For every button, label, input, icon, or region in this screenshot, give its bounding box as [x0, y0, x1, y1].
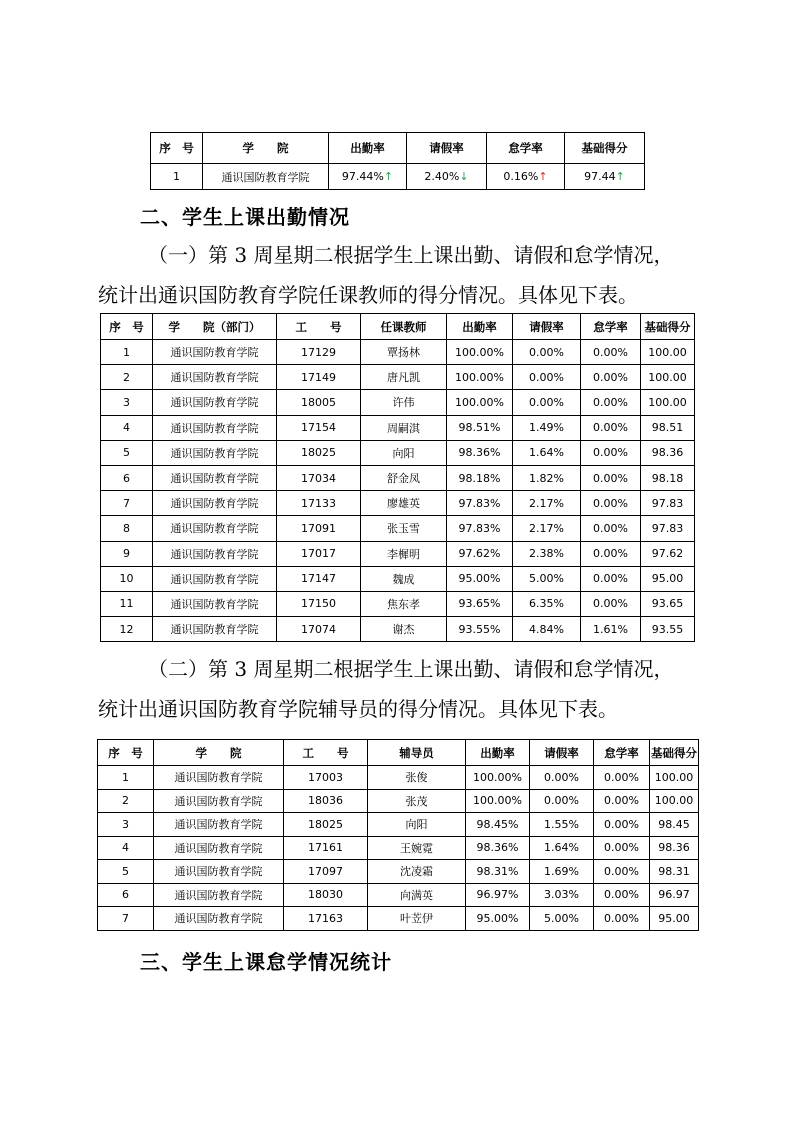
cell-attendance: 95.00% — [447, 566, 513, 591]
cell-attendance: 95.00% — [466, 907, 530, 931]
table-row — [101, 465, 695, 490]
cell-attendance: 100.00% — [466, 789, 530, 813]
table-row — [101, 340, 695, 365]
cell-leave: 5.00% — [513, 566, 581, 591]
header-college: 学 院 — [154, 740, 284, 766]
cell-score: 96.97 — [650, 883, 699, 907]
cell-person: 沈凌霜 — [368, 860, 466, 884]
cell-score: 97.83 — [641, 516, 695, 541]
cell-leave: 3.03% — [530, 883, 594, 907]
cell-staff-id: 17129 — [277, 340, 361, 365]
cell-person: 周嗣淇 — [361, 415, 447, 440]
cell-staff-id: 17149 — [277, 365, 361, 390]
header-staff-id: 工 号 — [277, 314, 361, 340]
cell-person: 张茂 — [368, 789, 466, 813]
cell-truancy: 0.00% — [581, 415, 641, 440]
cell-staff-id: 17154 — [277, 415, 361, 440]
cell-college: 通识国防教育学院 — [153, 465, 277, 490]
table-row — [98, 789, 699, 813]
cell-leave: 0.00% — [530, 789, 594, 813]
paragraph-1-line-1: （一）第 3 周星期二根据学生上课出勤、请假和怠学情况， — [148, 243, 674, 267]
cell-attendance: 98.51% — [447, 415, 513, 440]
cell-score: 100.00 — [641, 365, 695, 390]
cell-score: 100.00 — [641, 390, 695, 415]
cell-attendance: 98.18% — [447, 465, 513, 490]
header-no: 序 号 — [151, 133, 203, 164]
cell-leave: 6.35% — [513, 591, 581, 616]
cell-leave: 2.38% — [513, 541, 581, 566]
table-row — [101, 440, 695, 465]
cell-leave: 0.00% — [530, 766, 594, 790]
cell-truancy: 0.00% — [594, 766, 650, 790]
cell-college: 通识国防教育学院 — [153, 365, 277, 390]
table-row — [101, 516, 695, 541]
cell-truancy: 0.00% — [581, 465, 641, 490]
summary-score — [565, 164, 645, 190]
summary-header-row — [151, 133, 645, 164]
cell-no: 11 — [101, 591, 153, 616]
header-attendance: 出勤率 — [466, 740, 530, 766]
cell-truancy: 0.00% — [594, 883, 650, 907]
arrow-up-icon: ↑ — [538, 170, 548, 183]
cell-no: 6 — [98, 883, 154, 907]
cell-truancy: 0.00% — [581, 390, 641, 415]
cell-staff-id: 17150 — [277, 591, 361, 616]
header-truancy: 怠学率 — [487, 133, 565, 164]
cell-staff-id: 17161 — [284, 836, 368, 860]
cell-attendance: 98.36% — [447, 440, 513, 465]
arrow-up-icon: ↑ — [383, 170, 394, 183]
arrow-up-icon: ↑ — [615, 170, 625, 183]
cell-person: 舒金凤 — [361, 465, 447, 490]
teacher-table-body — [101, 314, 695, 642]
cell-person: 李樨明 — [361, 541, 447, 566]
cell-score: 98.18 — [641, 465, 695, 490]
cell-score: 93.65 — [641, 591, 695, 616]
cell-college: 通识国防教育学院 — [154, 907, 284, 931]
table-row — [101, 390, 695, 415]
table-row — [101, 566, 695, 591]
cell-no: 4 — [101, 415, 153, 440]
cell-staff-id: 18005 — [277, 390, 361, 415]
cell-college: 通识国防教育学院 — [153, 591, 277, 616]
cell-truancy: 0.00% — [581, 440, 641, 465]
cell-attendance: 93.65% — [447, 591, 513, 616]
section-3-title: 三、学生上课怠学情况统计 — [140, 950, 392, 974]
cell-truancy: 0.00% — [581, 365, 641, 390]
header-staff-id: 工 号 — [284, 740, 368, 766]
cell-attendance: 98.45% — [466, 813, 530, 837]
cell-person: 廖雄英 — [361, 491, 447, 516]
cell-college: 通识国防教育学院 — [154, 883, 284, 907]
cell-truancy: 0.00% — [594, 860, 650, 884]
cell-college: 通识国防教育学院 — [154, 789, 284, 813]
cell-attendance: 97.83% — [447, 516, 513, 541]
counselor-header-row — [98, 740, 699, 766]
cell-no: 2 — [98, 789, 154, 813]
cell-no: 3 — [101, 390, 153, 415]
teacher-table — [100, 313, 695, 642]
table-row — [98, 907, 699, 931]
summary-table — [150, 132, 645, 190]
cell-truancy: 1.61% — [581, 617, 641, 642]
cell-no: 8 — [101, 516, 153, 541]
cell-college: 通识国防教育学院 — [153, 617, 277, 642]
cell-college: 通识国防教育学院 — [153, 390, 277, 415]
leave-value: 2.40% — [424, 170, 460, 183]
cell-staff-id: 17074 — [277, 617, 361, 642]
truancy-value: 0.16% — [503, 170, 539, 183]
table-row — [101, 365, 695, 390]
cell-staff-id: 18025 — [284, 813, 368, 837]
table-row — [98, 813, 699, 837]
cell-college: 通识国防教育学院 — [153, 440, 277, 465]
cell-attendance: 100.00% — [447, 340, 513, 365]
cell-attendance: 100.00% — [447, 365, 513, 390]
cell-truancy: 0.00% — [594, 907, 650, 931]
header-truancy: 怠学率 — [581, 314, 641, 340]
header-score: 基础得分 — [565, 133, 645, 164]
cell-leave: 0.00% — [513, 365, 581, 390]
cell-no: 6 — [101, 465, 153, 490]
cell-score: 98.36 — [641, 440, 695, 465]
cell-attendance: 93.55% — [447, 617, 513, 642]
cell-person: 谢杰 — [361, 617, 447, 642]
cell-score: 95.00 — [641, 566, 695, 591]
cell-staff-id: 17097 — [284, 860, 368, 884]
cell-leave: 1.64% — [513, 440, 581, 465]
cell-college: 通识国防教育学院 — [153, 340, 277, 365]
cell-staff-id: 17133 — [277, 491, 361, 516]
cell-leave: 4.84% — [513, 617, 581, 642]
cell-college: 通识国防教育学院 — [154, 860, 284, 884]
cell-truancy: 0.00% — [581, 491, 641, 516]
attendance-value: 97.44% — [341, 170, 384, 183]
cell-attendance: 97.83% — [447, 491, 513, 516]
cell-college: 通识国防教育学院 — [153, 541, 277, 566]
counselor-table — [97, 739, 699, 931]
cell-college: 通识国防教育学院 — [154, 836, 284, 860]
cell-truancy: 0.00% — [581, 516, 641, 541]
cell-no: 1 — [101, 340, 153, 365]
cell-person: 唐凡凯 — [361, 365, 447, 390]
cell-truancy: 0.00% — [594, 836, 650, 860]
counselor-table-body — [98, 740, 699, 931]
cell-person: 叶苙伊 — [368, 907, 466, 931]
cell-leave: 0.00% — [513, 390, 581, 415]
cell-college: 通识国防教育学院 — [154, 813, 284, 837]
header-counselor: 辅导员 — [368, 740, 466, 766]
header-truancy: 怠学率 — [594, 740, 650, 766]
section-2-title: 二、学生上课出勤情况 — [140, 205, 350, 229]
cell-score: 100.00 — [650, 789, 699, 813]
table-row — [101, 617, 695, 642]
cell-person: 焦东孝 — [361, 591, 447, 616]
header-score: 基础得分 — [650, 740, 699, 766]
cell-truancy: 0.00% — [581, 541, 641, 566]
header-college: 学 院 — [203, 133, 329, 164]
cell-leave: 1.49% — [513, 415, 581, 440]
summary-college: 通识国防教育学院 — [203, 164, 329, 190]
cell-truancy: 0.00% — [594, 813, 650, 837]
cell-leave: 1.64% — [530, 836, 594, 860]
summary-data-row — [151, 164, 645, 190]
cell-staff-id: 17034 — [277, 465, 361, 490]
summary-leave — [407, 164, 487, 190]
cell-score: 97.62 — [641, 541, 695, 566]
header-teacher: 任课教师 — [361, 314, 447, 340]
paragraph-2-line-2: 统计出通识国防教育学院辅导员的得分情况。具体见下表。 — [98, 697, 618, 721]
cell-score: 97.83 — [641, 491, 695, 516]
table-row — [101, 541, 695, 566]
header-no: 序 号 — [101, 314, 153, 340]
cell-no: 10 — [101, 566, 153, 591]
cell-college: 通识国防教育学院 — [154, 766, 284, 790]
cell-staff-id: 17003 — [284, 766, 368, 790]
cell-no: 4 — [98, 836, 154, 860]
cell-person: 许伟 — [361, 390, 447, 415]
cell-person: 张玉雪 — [361, 516, 447, 541]
cell-score: 93.55 — [641, 617, 695, 642]
cell-score: 98.36 — [650, 836, 699, 860]
cell-college: 通识国防教育学院 — [153, 516, 277, 541]
table-row — [101, 415, 695, 440]
cell-attendance: 96.97% — [466, 883, 530, 907]
table-row — [98, 766, 699, 790]
cell-college: 通识国防教育学院 — [153, 491, 277, 516]
cell-staff-id: 18036 — [284, 789, 368, 813]
header-attendance: 出勤率 — [329, 133, 407, 164]
cell-staff-id: 17091 — [277, 516, 361, 541]
cell-no: 12 — [101, 617, 153, 642]
cell-college: 通识国防教育学院 — [153, 415, 277, 440]
cell-person: 覃扬林 — [361, 340, 447, 365]
cell-leave: 5.00% — [530, 907, 594, 931]
cell-staff-id: 18030 — [284, 883, 368, 907]
cell-person: 魏成 — [361, 566, 447, 591]
cell-truancy: 0.00% — [581, 591, 641, 616]
header-no: 序 号 — [98, 740, 154, 766]
cell-leave: 0.00% — [513, 340, 581, 365]
cell-truancy: 0.00% — [581, 566, 641, 591]
cell-no: 7 — [98, 907, 154, 931]
header-college-dept: 学 院（部门） — [153, 314, 277, 340]
cell-no: 2 — [101, 365, 153, 390]
table-row — [98, 883, 699, 907]
cell-person: 王婉霓 — [368, 836, 466, 860]
summary-truancy — [487, 164, 565, 190]
header-leave: 请假率 — [513, 314, 581, 340]
cell-leave: 1.55% — [530, 813, 594, 837]
summary-no: 1 — [151, 164, 203, 190]
cell-staff-id: 18025 — [277, 440, 361, 465]
cell-leave: 1.69% — [530, 860, 594, 884]
cell-staff-id: 17163 — [284, 907, 368, 931]
header-attendance: 出勤率 — [447, 314, 513, 340]
cell-attendance: 97.62% — [447, 541, 513, 566]
cell-person: 向满英 — [368, 883, 466, 907]
arrow-down-icon: ↓ — [459, 170, 469, 183]
teacher-header-row — [101, 314, 695, 340]
cell-score: 98.45 — [650, 813, 699, 837]
cell-leave: 2.17% — [513, 491, 581, 516]
table-row — [98, 860, 699, 884]
cell-no: 5 — [101, 440, 153, 465]
cell-attendance: 98.31% — [466, 860, 530, 884]
cell-leave: 2.17% — [513, 516, 581, 541]
cell-score: 100.00 — [650, 766, 699, 790]
paragraph-2-line-1: （二）第 3 周星期二根据学生上课出勤、请假和怠学情况， — [148, 657, 674, 681]
cell-no: 3 — [98, 813, 154, 837]
cell-no: 1 — [98, 766, 154, 790]
summary-attendance — [329, 164, 407, 190]
cell-score: 100.00 — [641, 340, 695, 365]
cell-score: 95.00 — [650, 907, 699, 931]
cell-truancy: 0.00% — [581, 340, 641, 365]
cell-person: 张俊 — [368, 766, 466, 790]
cell-truancy: 0.00% — [594, 789, 650, 813]
cell-no: 9 — [101, 541, 153, 566]
cell-no: 5 — [98, 860, 154, 884]
cell-no: 7 — [101, 491, 153, 516]
score-value: 97.44 — [584, 170, 616, 183]
cell-leave: 1.82% — [513, 465, 581, 490]
header-score: 基础得分 — [641, 314, 695, 340]
table-row — [101, 591, 695, 616]
header-leave: 请假率 — [407, 133, 487, 164]
header-leave: 请假率 — [530, 740, 594, 766]
cell-person: 向阳 — [368, 813, 466, 837]
cell-attendance: 100.00% — [466, 766, 530, 790]
table-row — [98, 836, 699, 860]
cell-person: 向阳 — [361, 440, 447, 465]
cell-staff-id: 17147 — [277, 566, 361, 591]
cell-college: 通识国防教育学院 — [153, 566, 277, 591]
cell-staff-id: 17017 — [277, 541, 361, 566]
table-row — [101, 491, 695, 516]
cell-score: 98.51 — [641, 415, 695, 440]
cell-score: 98.31 — [650, 860, 699, 884]
cell-attendance: 98.36% — [466, 836, 530, 860]
cell-attendance: 100.00% — [447, 390, 513, 415]
paragraph-1-line-2: 统计出通识国防教育学院任课教师的得分情况。具体见下表。 — [98, 283, 638, 307]
